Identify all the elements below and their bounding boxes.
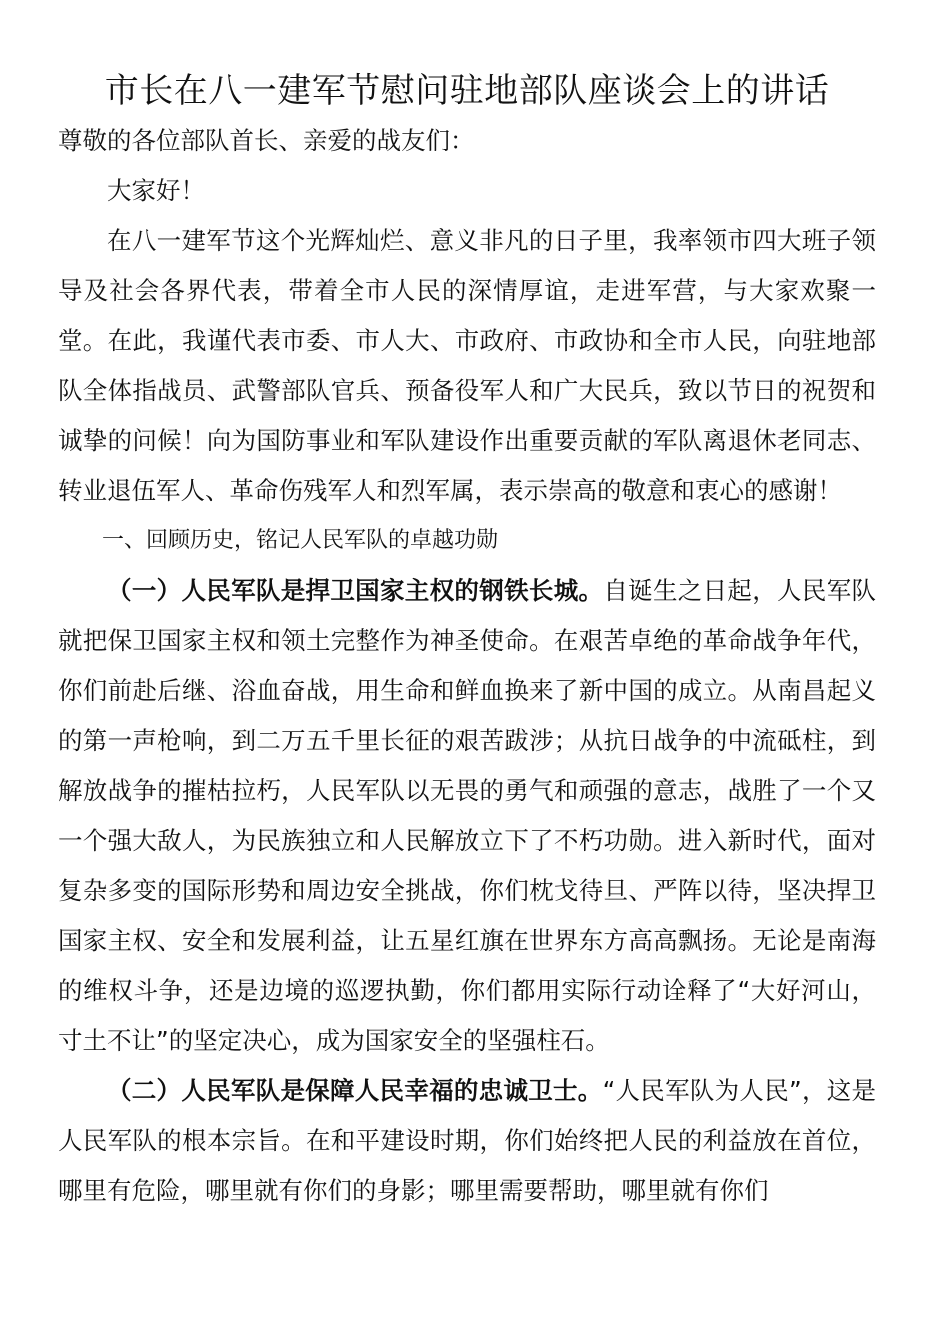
document-page <box>58 66 876 1216</box>
point-one-lead: （一）人民军队是捍卫国家主权的钢铁长城。 <box>107 576 604 605</box>
point-one-body: 自诞生之日起，人民军队就把保卫国家主权和领土完整作为神圣使命。在艰苦卓绝的革命战争年代，你们前赴后继、浴血奋战，用生命和鲜血换来了新中国的成立。从南昌起义的第一声枪响，到二万五千里长征的艰苦跋涉；从抗日战争的中流砥柱，到解放战争的摧枯拉朽，人民军队以无畏的勇气和顽强的意志，战胜了一个又一个强大敌人，为民族独立和人民解放立下了不朽功勋。进入新时代，面对复杂多变的国际形势和周边安全挑战，你们枕戈待旦、严阵以待，坚决捍卫国家主权、安全和发展利益，让五星红旗在世界东方高高飘扬。无论是南海的维权斗争，还是边境的巡逻执勤，你们都用实际行动诠释了“大好河山，寸土不让”的坚定决心，成为国家安全的坚强柱石。 <box>58 576 877 1055</box>
point-one-paragraph <box>58 566 876 1066</box>
section-one-heading: 一、回顾历史，铭记人民军队的卓越功勋 <box>102 528 499 553</box>
greeting: 大家好！ <box>107 176 205 205</box>
salutation: 尊敬的各位部队首长、亲爱的战友们： <box>58 126 475 155</box>
document-title: 市长在八一建军节慰问驻地部队座谈会上的讲话 <box>104 71 830 111</box>
point-two-paragraph <box>58 1066 876 1216</box>
intro-paragraph: 在八一建军节这个光辉灿烂、意义非凡的日子里，我率领市四大班子领导及社会各界代表，带着全市人民的深情厚谊，走进军营，与大家欢聚一堂。在此，我谨代表市委、市人大、市政府、市政协和全市人民，向驻地部队全体指战员、武警部队官兵、预备役军人和广大民兵，致以节日的祝贺和诚挚的问候！向为国防事业和军队建设作出重要贡献的军队离退休老同志、转业退伍军人、革命伤残军人和烈军属，表示崇高的敬意和衷心的感谢！ <box>58 226 876 505</box>
point-two-body: “人民军队为人民”，这是人民军队的根本宗旨。在和平建设时期，你们始终把人民的利益放在首位，哪里有危险，哪里就有你们的身影；哪里需要帮助，哪里就有你们 <box>58 1076 877 1205</box>
point-two-lead: （二）人民军队是保障人民幸福的忠诚卫士。 <box>107 1076 603 1105</box>
